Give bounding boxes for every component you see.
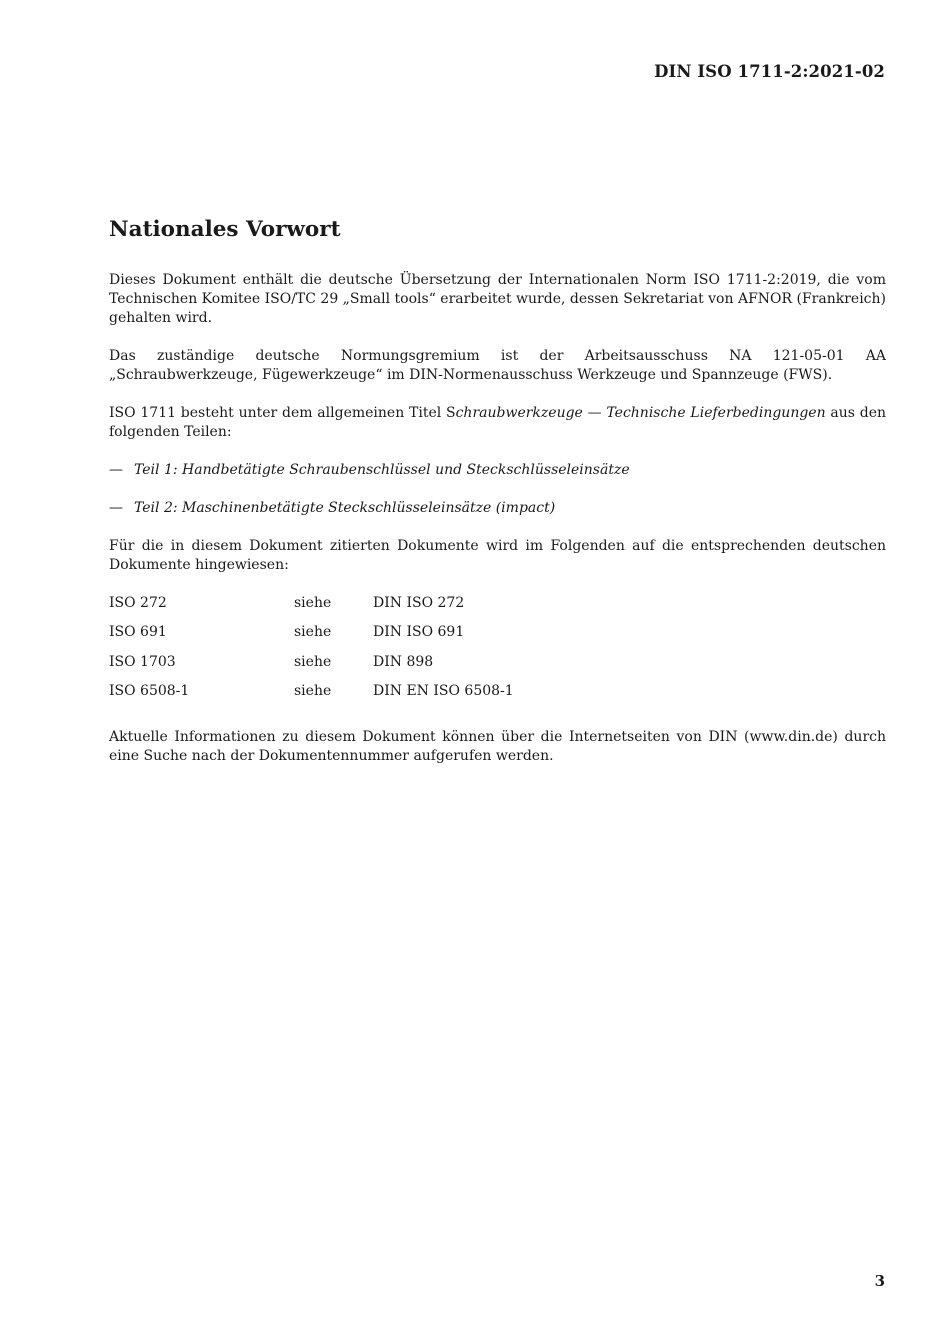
reference-din: DIN ISO 691	[373, 624, 465, 641]
list-item-text: Teil 1: Handbetätigte Schraubenschlüssel und Steckschlüsseleinsätze	[134, 461, 630, 478]
paragraph-series-info	[109, 404, 886, 442]
main-content	[109, 216, 886, 785]
series-outro-text: aus den folgenden Teilen:	[109, 404, 886, 440]
list-dash: —	[109, 499, 123, 516]
reference-row	[109, 682, 886, 712]
reference-iso: ISO 6508-1	[109, 683, 190, 700]
reference-row	[109, 623, 886, 653]
paragraph-committee-info: Das zuständige deutsche Normungsgremium ist der Arbeitsausschuss NA 121-05-01 AA „Schraubwerkzeuge, Fügewerkzeuge“ im DIN-Normenausschuss Werkzeuge und Spannzeuge (FWS).	[109, 347, 886, 383]
reference-row	[109, 653, 886, 683]
reference-table	[109, 594, 886, 712]
list-dash: —	[109, 461, 123, 478]
reference-siehe: siehe	[294, 624, 332, 641]
paragraph-online-info: Aktuelle Informationen zu diesem Dokument können über die Internetseiten von DIN (www.din.de) durch eine Suche nach der Dokumentennummer aufgerufen werden.	[109, 728, 886, 764]
reference-siehe: siehe	[294, 653, 332, 670]
reference-iso: ISO 1703	[109, 653, 176, 670]
document-code: DIN ISO 1711-2:2021-02	[654, 62, 885, 81]
series-intro-text: ISO 1711 besteht unter dem allgemeinen Titel S	[109, 404, 456, 421]
paragraph-references-intro: Für die in diesem Dokument zitierten Dokumente wird im Folgenden auf die entsprechenden deutschen Dokumente hingewiesen:	[109, 537, 886, 573]
paragraph-translation-info: Dieses Dokument enthält die deutsche Übersetzung der Internationalen Norm ISO 1711-2:2019, die vom Technischen Komitee ISO/TC 29 „Small tools“ erarbeitet wurde, dessen Sekretariat von AFNOR (Frankreich) gehalten wird.	[109, 271, 886, 326]
series-title: chraubwerkzeuge — Technische Lieferbedingungen	[455, 404, 826, 421]
section-title: Nationales Vorwort	[109, 217, 341, 242]
list-item-part-1	[109, 461, 886, 480]
list-item-text: Teil 2: Maschinenbetätigte Steckschlüsseleinsätze (impact)	[134, 499, 556, 516]
reference-din: DIN ISO 272	[373, 594, 465, 611]
reference-iso: ISO 272	[109, 594, 167, 611]
reference-din: DIN EN ISO 6508-1	[373, 683, 514, 700]
reference-siehe: siehe	[294, 594, 332, 611]
page-number: 3	[874, 1272, 885, 1290]
reference-row	[109, 594, 886, 624]
list-item-part-2	[109, 499, 886, 518]
reference-iso: ISO 691	[109, 624, 167, 641]
reference-siehe: siehe	[294, 683, 332, 700]
reference-din: DIN 898	[373, 653, 434, 670]
